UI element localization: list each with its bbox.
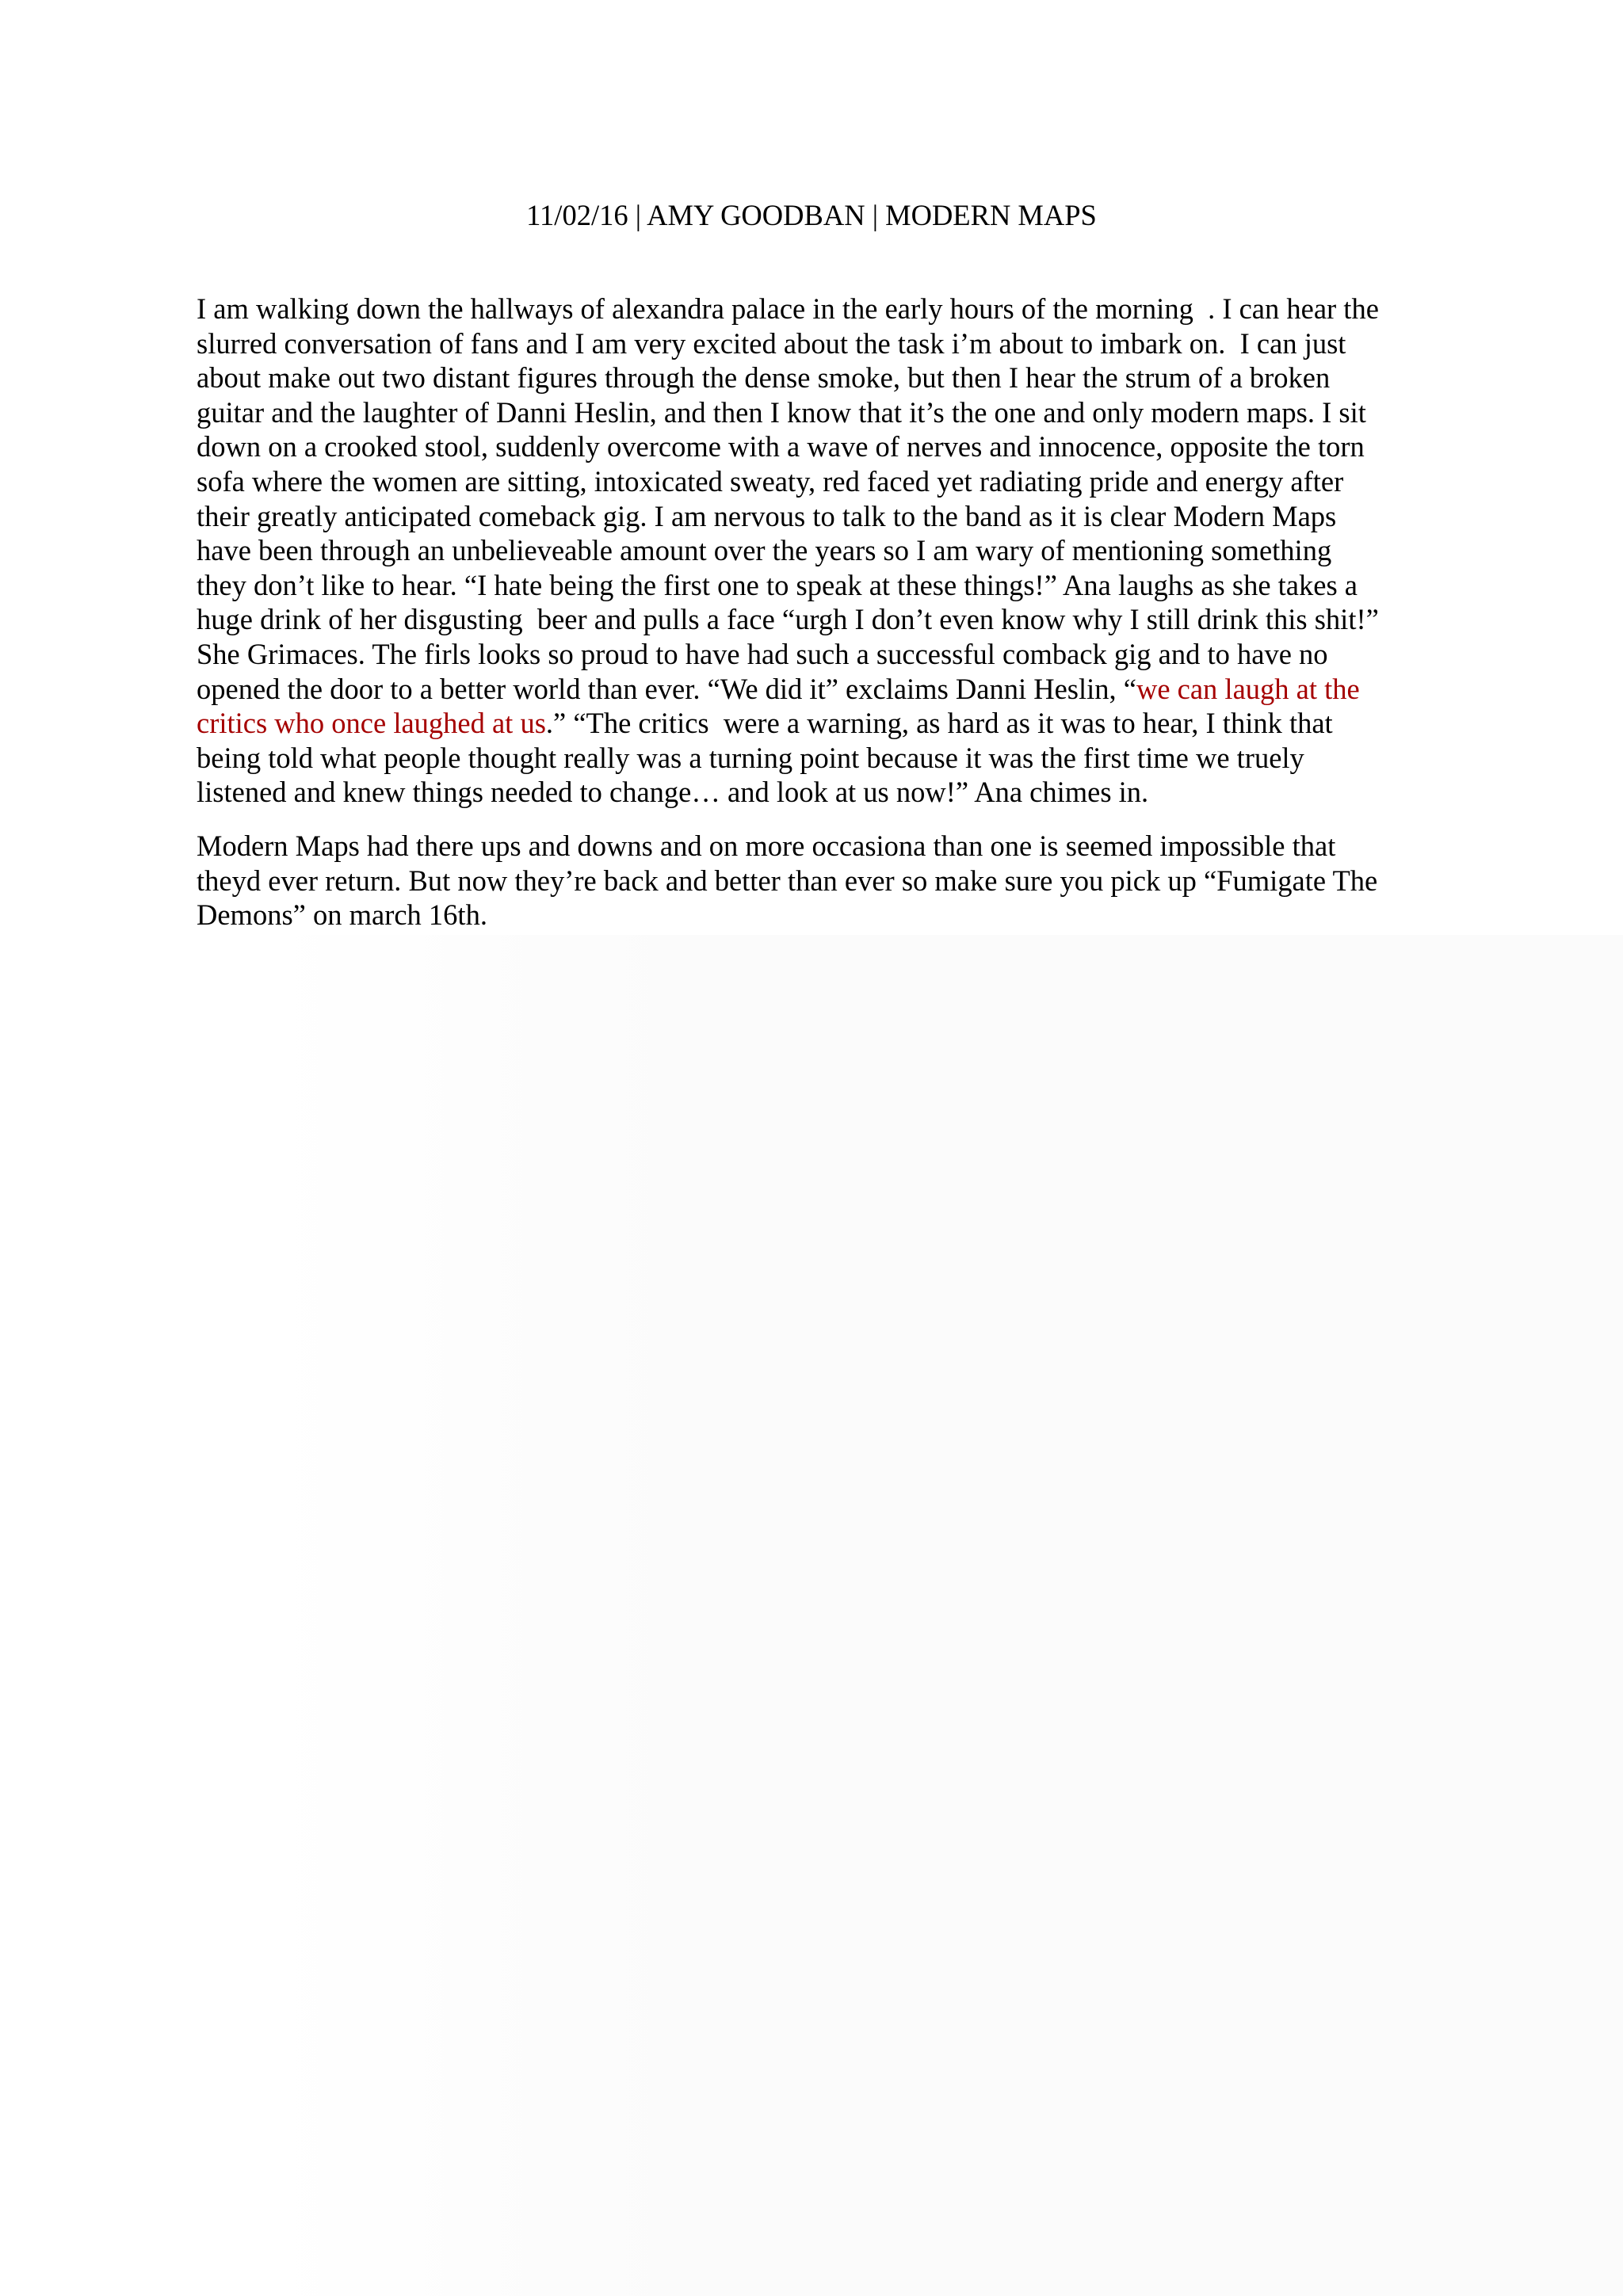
paragraph-line <box>197 706 1433 741</box>
text-run: have been through an unbelieveable amount over the years so I am wary of mentioning something <box>197 534 1332 567</box>
text-run: Demons” on march 16th. <box>197 898 487 932</box>
text-run: they don’t like to hear. “I hate being the first one to speak at these things!” Ana laughs as she takes a <box>197 568 1358 601</box>
text-run: their greatly anticipated comeback gig. I am nervous to talk to the band as it is clear Modern Maps <box>197 499 1337 532</box>
paragraph-line <box>197 602 1433 637</box>
text-run: opened the door to a better world than ever. “We did it” exclaims Danni Heslin, “ <box>197 672 1136 705</box>
paragraph-line <box>197 326 1433 361</box>
paragraph-line <box>197 395 1433 430</box>
article-paragraph <box>197 292 1433 810</box>
paragraph-line <box>197 533 1433 568</box>
text-run: Modern Maps had there ups and downs and on more occasiona than one is seemed impossible that <box>197 829 1336 862</box>
paragraph-line <box>197 775 1433 810</box>
page-shade <box>269 935 1623 2296</box>
paragraph-line <box>197 429 1433 464</box>
text-run: She Grimaces. The firls looks so proud to have had such a successful comback gig and to have no <box>197 637 1328 670</box>
text-run: sofa where the women are sitting, intoxicated sweaty, red faced yet radiating pride and energy after <box>197 464 1344 498</box>
paragraph-line <box>197 499 1433 534</box>
document-header: 11/02/16 | AMY GOODBAN | MODERN MAPS <box>526 199 1097 231</box>
text-run: being told what people thought really was a turning point because it was the first time we truely <box>197 741 1304 774</box>
paragraph-spacing <box>197 810 1433 829</box>
article-paragraph <box>197 829 1433 933</box>
text-run: .” “The critics were a warning, as hard as it was to hear, I think that <box>545 707 1333 740</box>
paragraph-line <box>197 864 1433 898</box>
text-run: huge drink of her disgusting beer and pulls a face “urgh I don’t even know why I still drink this shit!” <box>197 603 1379 636</box>
text-run: about make out two distant figures through the dense smoke, but then I hear the strum of a broken <box>197 361 1331 395</box>
text-run: I am walking down the hallways of alexandra palace in the early hours of the morning . I can hear the <box>197 292 1379 325</box>
paragraph-line <box>197 829 1433 864</box>
article-body <box>197 292 1433 933</box>
paragraph-line <box>197 672 1433 707</box>
paragraph-line <box>197 741 1433 776</box>
paragraph-line <box>197 898 1433 933</box>
text-run: down on a crooked stool, suddenly overcome with a wave of nerves and innocence, opposite the torn <box>197 430 1365 463</box>
text-run: theyd ever return. But now they’re back and better than ever so make sure you pick up “Fumigate The <box>197 864 1378 897</box>
highlighted-quote: we can laugh at the <box>1136 672 1360 705</box>
paragraph-line <box>197 637 1433 672</box>
paragraph-line <box>197 292 1433 326</box>
highlighted-quote: critics who once laughed at us <box>197 707 546 740</box>
paragraph-line <box>197 568 1433 603</box>
paragraph-line <box>197 464 1433 499</box>
text-run: guitar and the laughter of Danni Heslin, and then I know that it’s the one and only modern maps. I sit <box>197 395 1366 429</box>
paragraph-line <box>197 360 1433 395</box>
text-run: listened and knew things needed to change… and look at us now!” Ana chimes in. <box>197 776 1149 809</box>
text-run: slurred conversation of fans and I am very excited about the task i’m about to imbark on. I can just <box>197 326 1346 360</box>
